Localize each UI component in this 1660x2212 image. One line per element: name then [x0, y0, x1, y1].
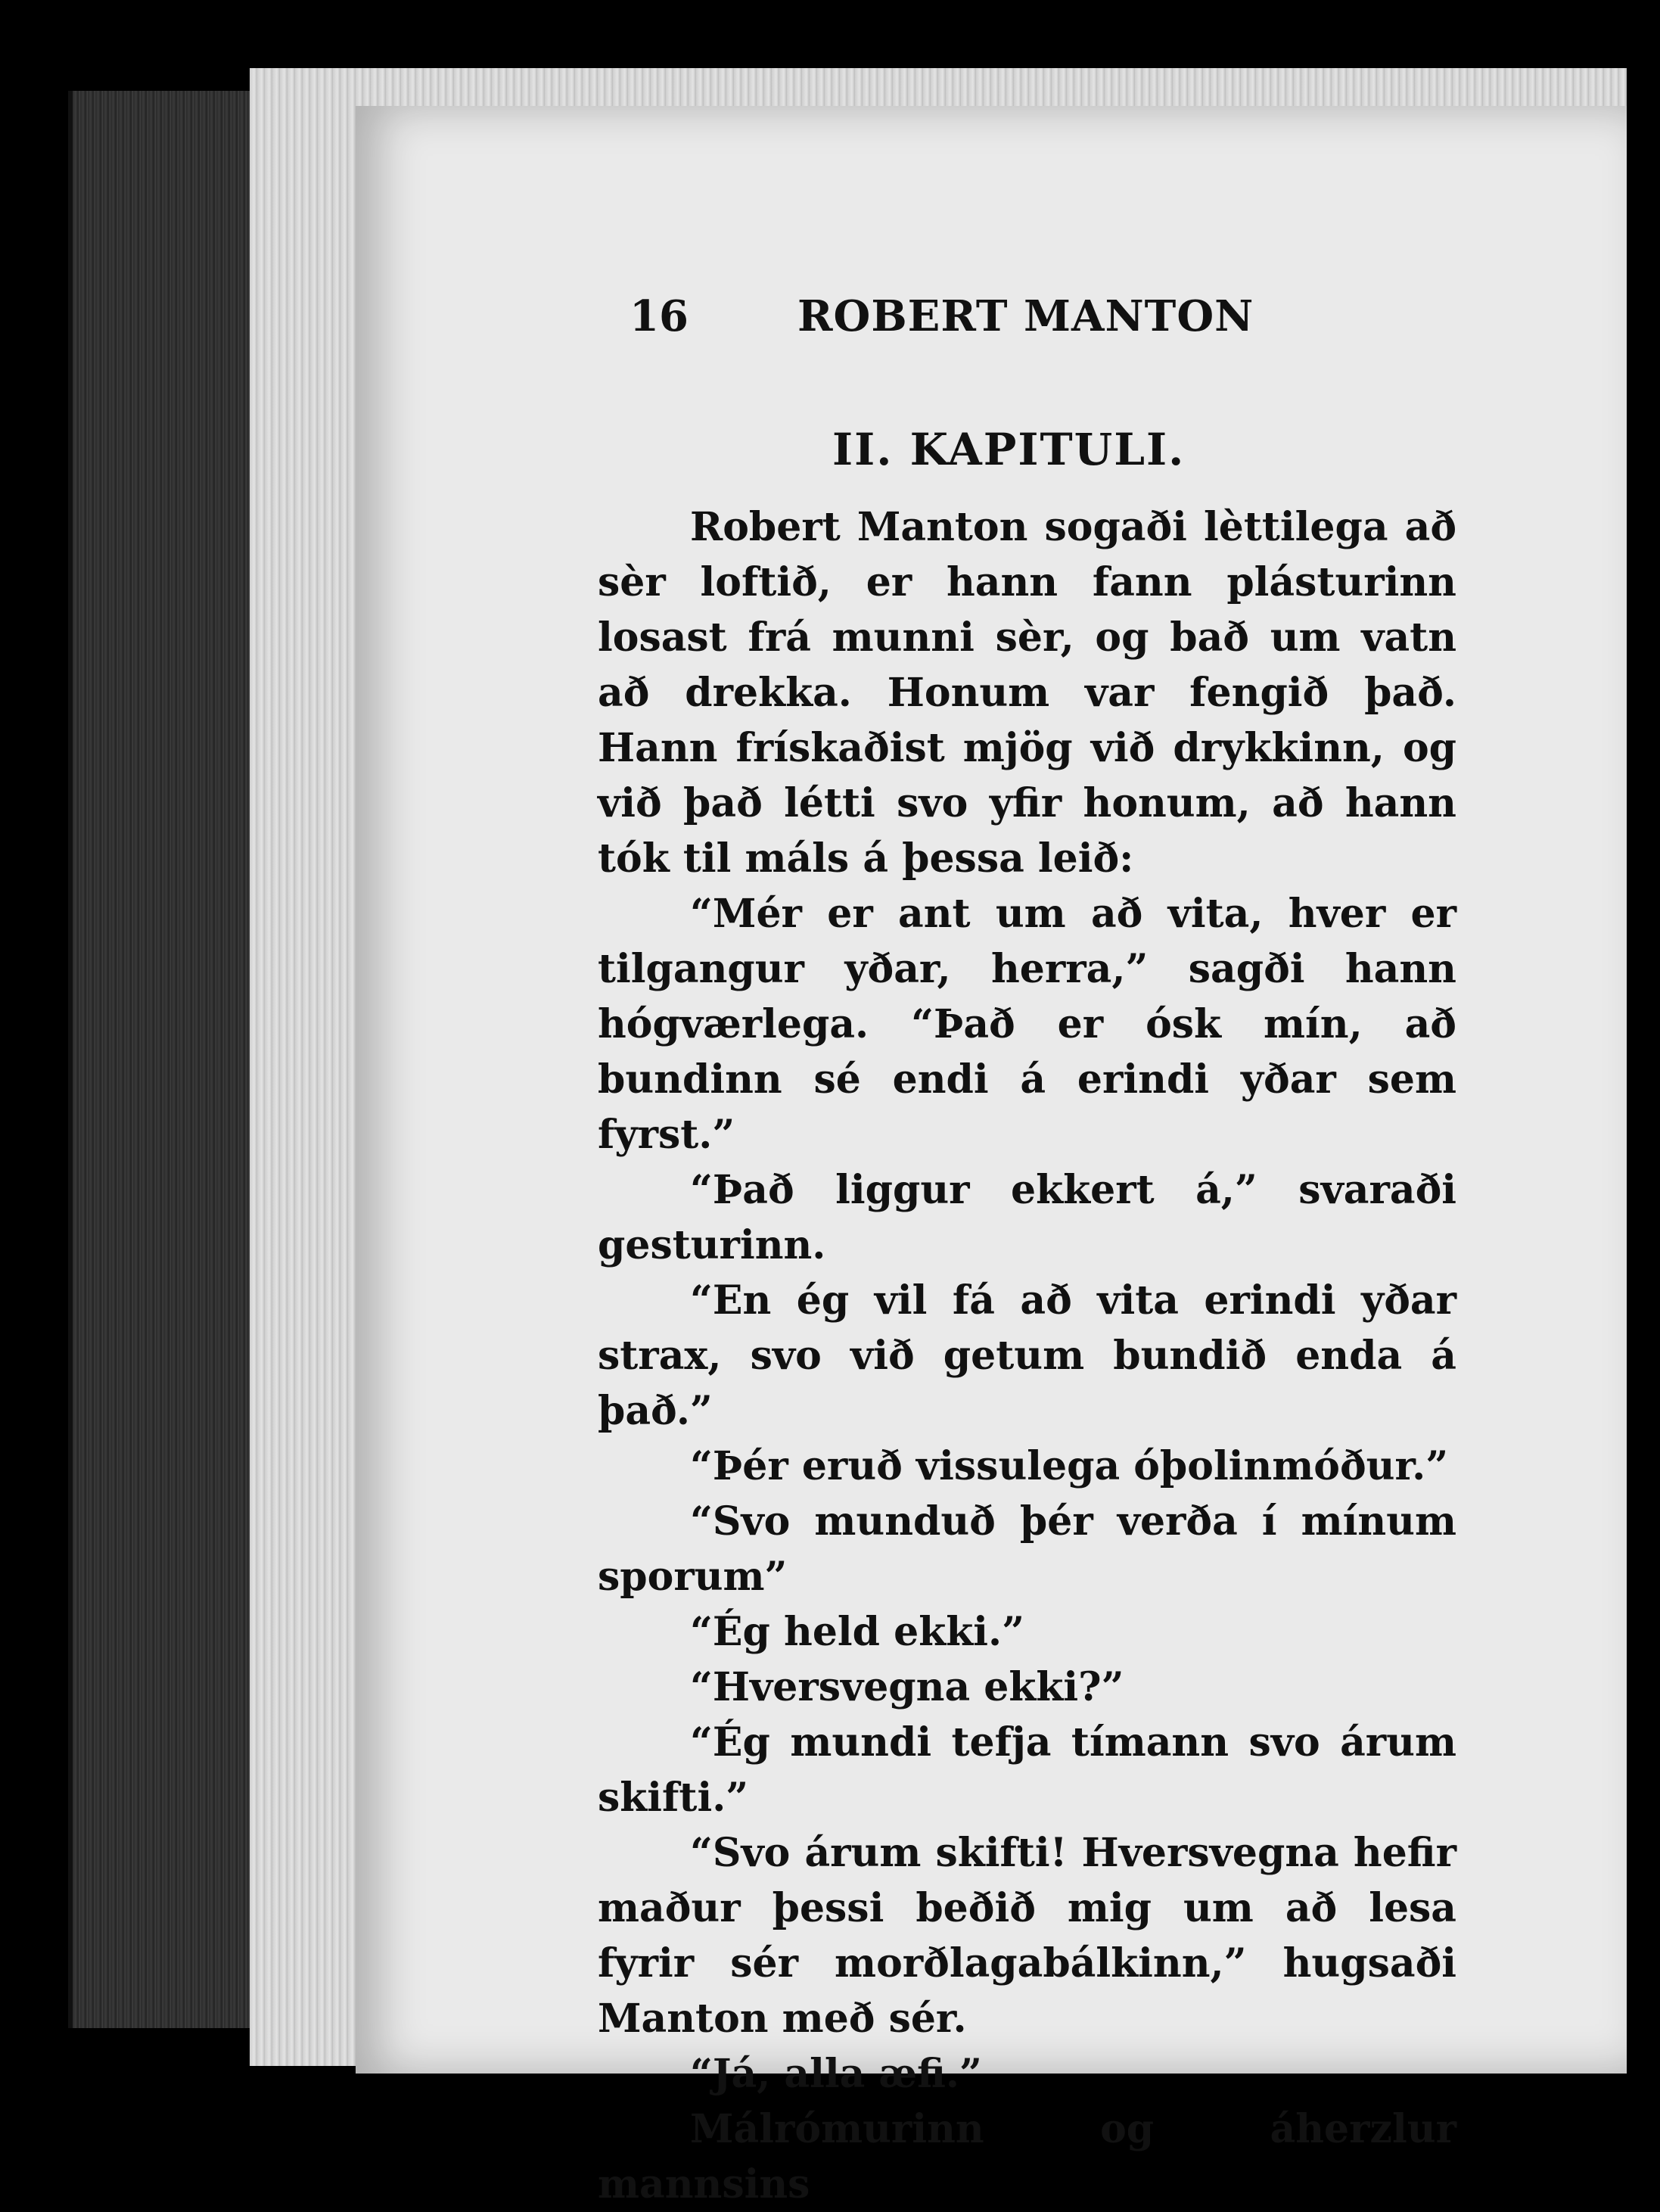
paragraph: “Það liggur ekkert á,” svaraði gesturinn. [598, 1167, 1456, 1268]
paragraph: “Hversvegna ekki?” [690, 1664, 1124, 1710]
body-text [598, 499, 1456, 2212]
paragraph: “Ég held ekki.” [690, 1609, 1025, 1655]
paragraph: Robert Manton sogaði lèttilega að sèr loftið, er hann fann plásturinn losast frá munni sèr, og bað um vatn að drekka. Honum var fengið það. Hann frískaðist mjög við drykkinn, og við það létti svo yfir honum, að hann tók til máls á þessa leið: [598, 504, 1456, 882]
paragraph: “En ég vil fá að vita erindi yðar strax, svo við getum bundið enda á það.” [598, 1277, 1456, 1434]
running-title: ROBERT MANTON [797, 291, 1254, 341]
paragraph: “Ég mundi tefja tímann svo árum skifti.” [598, 1719, 1456, 1821]
paragraph: “Svo árum skifti! Hversvegna hefir maður þessi beðið mig um að lesa fyrir sér morðlagabálkinn,” hugsaði Manton með sér. [598, 1830, 1456, 2042]
chapter-title: II. KAPITULI. [832, 424, 1186, 475]
page-number: 16 [629, 291, 689, 341]
paragraph: “Svo munduð þér verða í mínum sporum” [598, 1498, 1456, 1600]
paragraph: “Þér eruð vissulega óþolinmóður.” [690, 1443, 1449, 1489]
paragraph: Málrómurinn og áherzlur mannsins [598, 2106, 1456, 2207]
book-spine-edge [68, 91, 269, 2028]
paragraph: “Já, alla æfi.” [690, 2051, 982, 2097]
running-head [629, 291, 1254, 352]
paragraph: “Mér er ant um að vita, hver er tilgangur yðar, herra,” sagði hann hógværlega. “Það er ósk mín, að bundinn sé endi á erindi yðar sem fyrst.” [598, 891, 1456, 1158]
